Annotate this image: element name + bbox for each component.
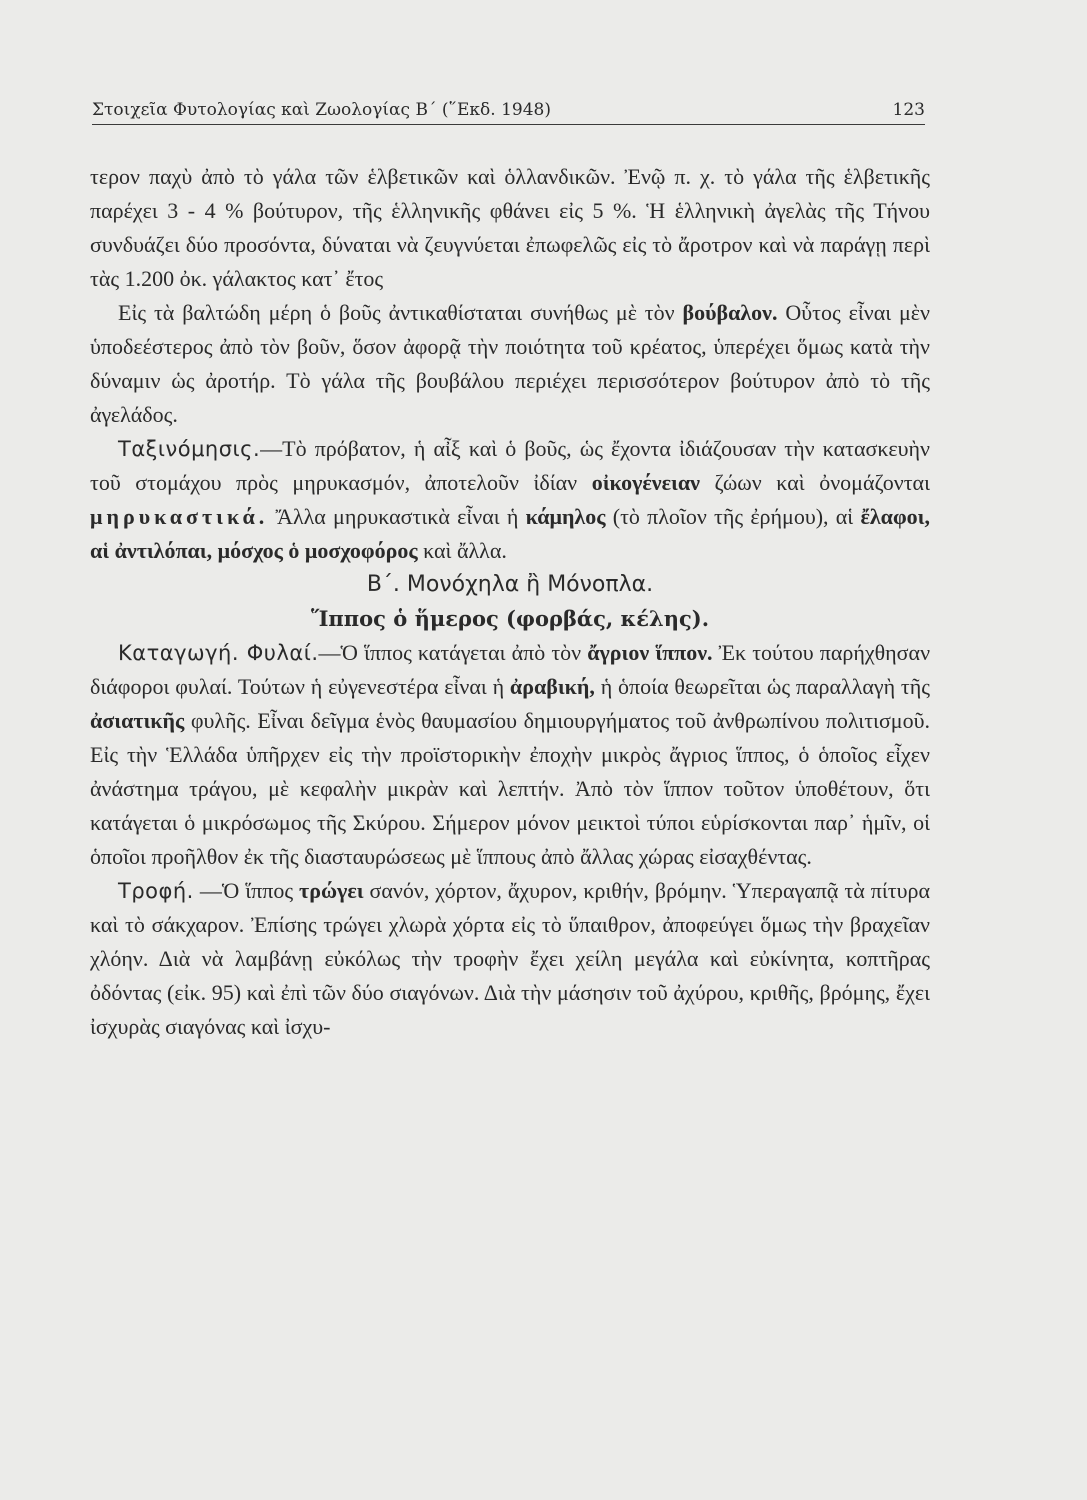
- paragraph-cow-milk: τερον παχὺ ἀπὸ τὸ γάλα τῶν ἑλβετικῶν καὶ ὁλλανδικῶν. Ἐνῷ π. χ. τὸ γάλα τῆς ἑλβετικῆς παρέχει 3 - 4 % βούτυρον, τῆς ἑλληνικῆς φθάνει εἰς 5 %. Ἡ ἑλληνικὴ ἀγελὰς τῆς Τήνου συνδυάζει δύο προσόντα, δύναται νὰ ζευγνύεται ἐπωφελῶς εἰς τὸ ἄροτρον καὶ νὰ παράγῃ περὶ τὰς 1.200 ὀκ. γάλακτος κατ᾽ ἔτος: [90, 164, 930, 291]
- term-buffalo: βούβαλον.: [682, 300, 778, 325]
- text-run: Ἐκ τούτου παρήχθησαν διάφοροι φυλαί. Τούτων ἡ εὐγενεστέρα εἶναι ἡ: [90, 640, 931, 699]
- text-run: ἡ ὁποία θεωρεῖται ὡς παραλλαγὴ τῆς: [594, 674, 930, 699]
- term-camel: κάμηλος: [525, 504, 606, 529]
- section-title-origin: Καταγωγή. Φυλαί.: [118, 641, 319, 665]
- book-title: Στοιχεῖα Φυτολογίας καὶ Ζωολογίας Β΄ (῞Εκδ. 1948): [92, 100, 551, 120]
- text-run: —Τὸ πρόβατον, ἡ αἶξ καὶ ὁ βοῦς, ὡς ἔχοντα ἰδιάζουσαν τὴν κατασκευὴν τοῦ στομάχου πρὸς μηρυκασμόν, ἀποτελοῦν ἰδίαν: [90, 436, 930, 495]
- term-eats: τρώγει: [299, 878, 364, 903]
- term-musk-deer: μόσχος ὁ μοσχοφόρος: [217, 538, 418, 563]
- text-run: σανόν, χόρτον, ἄχυρον, κριθήν, βρόμην. Ὑπεραγαπᾷ τὰ πίτυρα καὶ τὸ σάκχαρον. Ἐπίσης τρώγει χλωρὰ χόρτα εἰς τὸ ὕπαιθρον, ἀποφεύγει ὅμως τὴν βραχεῖαν χλόην. Διὰ νὰ λαμβάνῃ εὐκόλως τὴν τροφὴν ἔχει χείλη μεγάλα καὶ εὐκίνητα, κοπτῆρας ὀδόντας (εἰκ. 95) καὶ ἐπὶ τῶν δύο σιαγόνων. Διὰ τὴν μάσησιν τοῦ ἀχύρου, κριθῆς, βρόμης, ἔχει ἰσχυρὰς σιαγόνας καὶ ἰσχυ-: [90, 878, 931, 1039]
- main-text: [90, 160, 930, 1044]
- text-run: (τὸ πλοῖον τῆς ἐρήμου), αἱ: [605, 504, 861, 529]
- text-run: φυλῆς. Εἶναι δεῖγμα ἑνὸς θαυμασίου δημιουργήματος τοῦ ἀνθρωπίνου πολιτισμοῦ. Εἰς τὴν Ἑλλάδα ὑπῆρχεν εἰς τὴν προϊστορικὴν ἐποχὴν μικρὸς ἄγριος ἵππος, ὁ ὁποῖος εἶχεν ἀνάστημα τράγου, μὲ κεφαλὴν μικρὰν καὶ λεπτήν. Ἀπὸ τὸν ἵππον τοῦτον ὑποθέτουν, ὅτι κατάγεται ὁ μικρόσωμος τῆς Σκύρου. Σήμερον μόνον μεικτοὶ τύποι εὑρίσκονται παρ᾽ ἡμῖν, οἱ ὁποῖοι προῆλθον ἐκ τῆς διασταυρώσεως μὲ ἵππους ἀπὸ ἄλλας χώρας εἰσαχθέντας.: [90, 708, 930, 869]
- page-number: 123: [892, 100, 925, 120]
- text-run: καὶ ἄλλα.: [417, 538, 507, 563]
- text-run: —Ὁ ἵππος: [193, 878, 300, 903]
- paragraph-food: [90, 874, 930, 1044]
- section-title-classification: Ταξινόμησις.: [118, 437, 261, 461]
- text-run: —Ὁ ἵππος κατάγεται ἀπὸ τὸν: [318, 640, 588, 665]
- term-deer-antelope: ἔλαφοι, αἱ ἀντιλόπαι,: [90, 504, 931, 563]
- paragraph-classification: [90, 432, 930, 568]
- text-run: Οὗτος εἶναι μὲν ὑποδεέστερος ἀπὸ τὸν βοῦν, ὅσον ἀφορᾷ τὴν ποιότητα τοῦ κρέατος, ὑπερέχει ὅμως κατὰ τὴν δύναμιν ὡς ἀροτήρ. Τὸ γάλα τῆς βουβάλου περιέχει περισσότερον βούτυρον ἀπὸ τὸ τῆς ἀγελάδος.: [90, 300, 930, 427]
- running-header: [92, 100, 925, 125]
- heading-horse: Ἵππος ὁ ἥμερος (φορβάς, κέλης).: [310, 606, 710, 631]
- term-arabian: ἀραβική,: [509, 674, 595, 699]
- term-asiatic: ἀσιατικῆς: [90, 708, 185, 733]
- paragraph-origin: [90, 636, 930, 874]
- paragraph-buffalo: [90, 296, 930, 432]
- heading-solipeds: Β΄. Μονόχηλα ἢ Μόνοπλα.: [366, 572, 654, 597]
- section-title-food: Τροφή.: [118, 879, 194, 903]
- text-run: Εἰς τὰ βαλτώδη μέρη ὁ βοῦς ἀντικαθίσταται συνήθως μὲ τὸν: [118, 300, 683, 325]
- term-wild-horse: ἄγριον ἵππον.: [587, 640, 713, 665]
- term-ruminants: μηρυκαστικά.: [90, 504, 269, 529]
- term-family: οἰκογένειαν: [591, 470, 700, 495]
- text-run: Ἄλλα μηρυκαστικὰ εἶναι ἡ: [268, 504, 526, 529]
- text-run: ζώων καὶ ὀνομάζονται: [699, 470, 930, 495]
